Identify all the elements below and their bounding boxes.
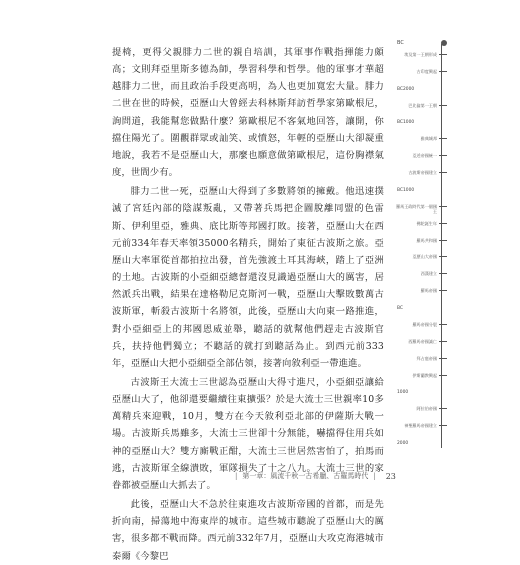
timeline-event-label: 西羅馬帝國滅亡 xyxy=(408,338,437,344)
timeline-tick xyxy=(439,273,447,274)
timeline-event xyxy=(393,356,437,361)
paragraph-1: 提椅，更得父親腓力二世的親自培訓，其軍事作戰指揮能力頗高；文則拜亞里斯多德為師，學習科學和哲學。他的軍事才華超越腓力二世，而且政治手段更高明，為人也更加寬宏大量。腓力二世在世的時候，亞歷山大曾經去科林斯拜訪哲學家第歐根尼，詢問道，我能幫您做點什麼？第歐根尼不客氣地回答，讓開，你擋住陽光了。圍觀群眾或訕笑、或憤怒，年輕的亞歷山大卻凝重地說，我若不是亞歷山大，那麼也願意做第歐根尼，這份胸襟氣度，世間少有。 xyxy=(112,47,384,179)
paragraph-4: 此後，亞歷山大不急於往東進攻古波斯帝國的首都，而是先折向南，掃蕩地中海東岸的城市。這些城市聽說了亞歷山大的厲害，很多都不戰而降。西元前332年7月，亞歷山大攻克海港城市泰爾《今黎巴 xyxy=(112,499,384,562)
timeline-event xyxy=(393,322,437,327)
timeline-event xyxy=(393,153,437,158)
timeline-tick xyxy=(439,206,447,207)
paragraph-2: 腓力二世一死，亞歷山大得到了多數將領的擁戴。他迅速撲滅了宮廷內部的陰謀叛亂，又帶著兵馬把企圖脫離同盟的色雷斯、伊利里亞，雅典、底比斯等邦國打敗。接著，亞歷山大在西元前334年春天率領35000名精兵，開始了東征古波斯之旅。亞歷山大率軍從首都拍拉出發，首先強渡土耳其海峽，踏上了亞洲的土地。古波斯的小亞細亞總督還沒見識過亞歷山大的厲害，居然派兵出戰，結果在達格勒尼克斯河一戰，亞歷山大擊敗數萬古波斯軍，斬殺古波斯十名將領，此後，亞歷山大向東一路推進，對小亞細亞上的邦國恩威並舉，聽話的就幫他們趕走古波斯官兵，扶持他們獨立；不聽話的就打到聽話為止。到西元前333年，亞歷山大把小亞細亞全部佔領，接著向敘利亞一帶進進。 xyxy=(112,186,384,369)
page-footer xyxy=(230,469,440,483)
timeline-event-label: 伊斯蘭教興起 xyxy=(412,372,437,378)
timeline-event-label: 羅馬共和國 xyxy=(416,237,437,243)
body-text xyxy=(112,44,384,565)
timeline-event-label: 埃及第一王朝形成 xyxy=(404,52,437,57)
timeline-year: BC xyxy=(397,306,404,312)
timeline-event-label: 古印度興起 xyxy=(416,68,437,74)
chapter-title: 第一章：風流千秋一古希臘、古羅馬時代 xyxy=(242,472,369,480)
timeline-tick xyxy=(439,172,447,173)
timeline-tick xyxy=(439,54,447,55)
timeline-event xyxy=(393,288,437,293)
paragraph-3: 古波斯王大流士三世認為亞歷山大得寸進尺，小亞細亞讓給亞歷山大了，他卻還要繼續往東擴張？於是大流士三世親率10多萬精兵來迎戰，10月，雙方在今天敘利亞北部的伊薩斯大戰一場。古波斯兵馬雖多，大流士三世卻十分無能，嚇擋得住用兵如神的亞歷山大？雙方廝戰正酣，大流士三世居然害怕了，拍馬而逃，古波斯軍全線潰敗，軍隊損失了十之八九。大流士三世的家眷都被亞歷山大抓去了。 xyxy=(112,376,384,491)
timeline-event xyxy=(393,136,437,141)
timeline-event-label: 佛陀誕生年 xyxy=(416,220,437,226)
timeline-event xyxy=(393,254,437,259)
timeline-event xyxy=(393,170,437,175)
timeline-tick xyxy=(439,324,447,325)
timeline-event-label: 羅馬帝國分裂 xyxy=(412,321,437,327)
timeline-year: 2000 xyxy=(397,441,409,446)
timeline-tick xyxy=(439,240,447,241)
timeline-year: 1000 xyxy=(397,390,409,396)
timeline-event-label: 亞述帝國統一 xyxy=(412,153,437,159)
timeline-tick xyxy=(439,408,447,409)
timeline-event xyxy=(393,103,437,108)
timeline-tick xyxy=(439,341,447,342)
timeline-start-label: BC xyxy=(397,40,404,46)
timeline-year: BC1000 xyxy=(397,187,415,193)
timeline-event xyxy=(393,238,437,243)
timeline-event-label: 羅馬王政時代第一個國王 xyxy=(396,203,437,214)
timeline-tick xyxy=(439,290,447,291)
timeline-event xyxy=(393,221,437,226)
footer-divider: | xyxy=(235,472,238,480)
timeline-tick xyxy=(439,105,447,106)
timeline-event xyxy=(393,69,437,74)
timeline-event-label: 西漢建立 xyxy=(420,271,437,277)
timeline-event-label: 巴比倫第一王朝 xyxy=(408,102,437,108)
footer-divider-2: | xyxy=(373,472,376,480)
timeline-event-label: 神聖羅馬帝國建立 xyxy=(404,423,437,429)
timeline-event xyxy=(393,406,437,411)
timeline-year: BC1000 xyxy=(397,120,415,126)
timeline-tick xyxy=(439,223,447,224)
timeline-tick xyxy=(439,358,447,359)
timeline-tick xyxy=(439,256,447,257)
timeline-event-label: 雅典城邦 xyxy=(420,136,437,142)
timeline-event-label: 拜占庭帝國 xyxy=(416,355,437,361)
timeline-event xyxy=(393,271,437,276)
page-number: 23 xyxy=(385,471,396,481)
timeline-event-label: 亞歷山大帝國 xyxy=(412,254,437,260)
timeline-event xyxy=(393,339,437,344)
timeline-event xyxy=(393,423,437,428)
history-timeline xyxy=(397,40,449,452)
timeline-event-label: 阿拉伯帝國 xyxy=(416,406,437,412)
timeline-tick xyxy=(439,71,447,72)
timeline-event-label: 古波斯帝國建立 xyxy=(408,170,437,176)
timeline-event xyxy=(393,204,437,214)
timeline-event xyxy=(393,52,437,57)
timeline-event xyxy=(393,373,437,378)
timeline-year: BC2000 xyxy=(397,86,415,92)
timeline-tick xyxy=(439,155,447,156)
timeline-tick xyxy=(439,425,447,426)
timeline-event-label: 羅馬帝國 xyxy=(420,288,437,294)
timeline-tick xyxy=(439,138,447,139)
timeline-tick xyxy=(439,375,447,376)
